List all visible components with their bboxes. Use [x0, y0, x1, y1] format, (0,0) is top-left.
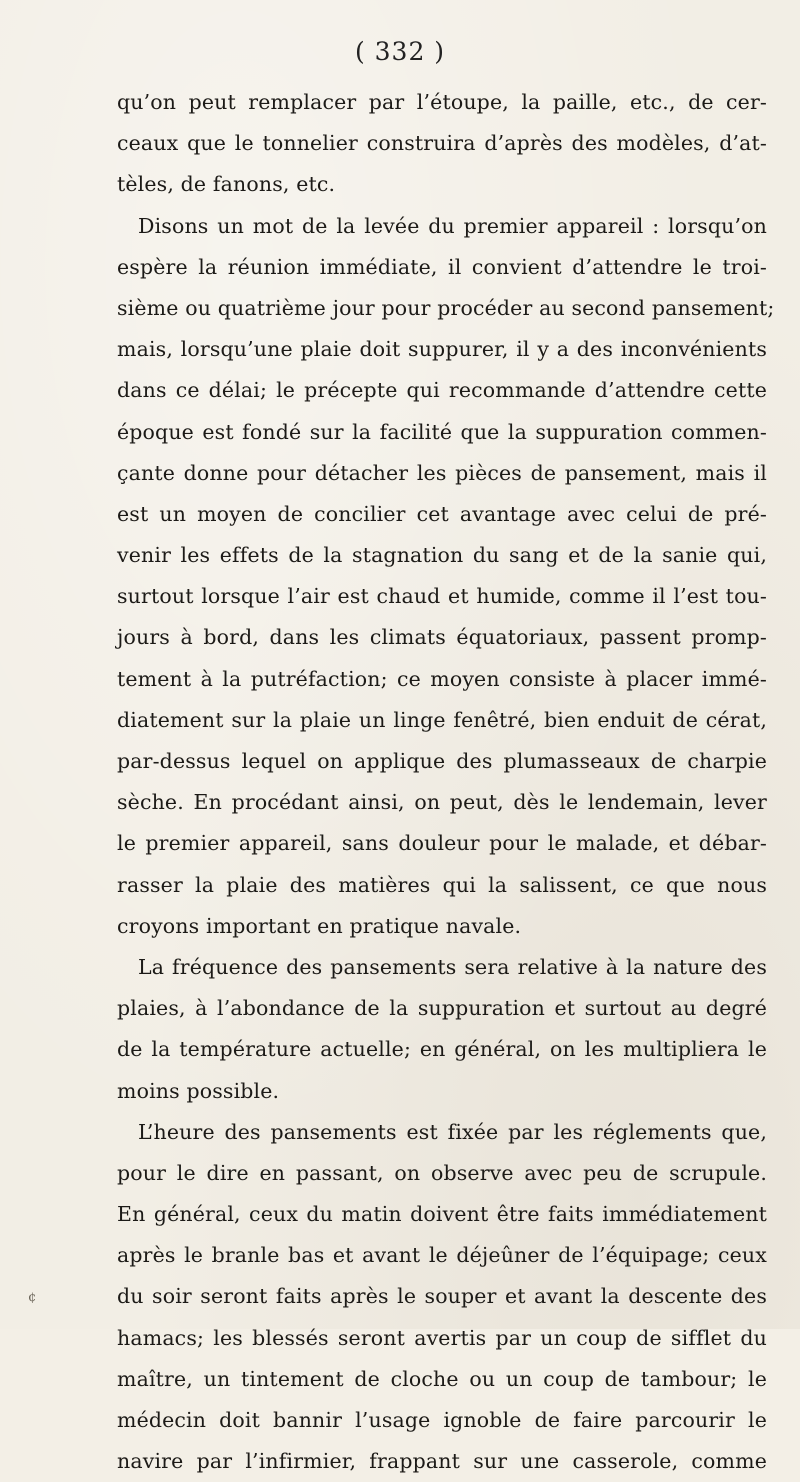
text-line: pour le dire en passant, on observe avec peu de scrupule. — [117, 1160, 767, 1185]
text-line: hamacs; les blessés seront avertis par un coup de sifflet du — [117, 1325, 767, 1350]
text-line: maître, un tintement de cloche ou un coup de tambour; le — [117, 1366, 767, 1391]
text-line: tement à la putréfaction; ce moyen consiste à placer immé- — [117, 666, 767, 691]
body-text — [117, 82, 775, 1482]
text-line: surtout lorsque l’air est chaud et humide, comme il l’est tou- — [117, 584, 767, 609]
text-line: espère la réunion immédiate, il convient d’attendre le troi- — [117, 254, 767, 279]
text-line: le premier appareil, sans douleur pour le malade, et débar- — [117, 831, 767, 856]
text-line: ceaux que le tonnelier construira d’après des modèles, d’at- — [117, 131, 767, 156]
text-line: mais, lorsqu’une plaie doit suppurer, il y a des inconvénients — [117, 337, 767, 362]
text-line: rasser la plaie des matières qui la salissent, ce que nous — [117, 872, 767, 897]
text-line: époque est fondé sur la facilité que la suppuration commen- — [117, 419, 767, 444]
text-line: tèles, de fanons, etc. — [117, 172, 336, 197]
text-line: de la température actuelle; en général, on les multipliera le — [117, 1037, 767, 1062]
text-line: En général, ceux du matin doivent être faits immédiatement — [117, 1202, 767, 1227]
page-number: ( 332 ) — [354, 37, 446, 66]
text-line: après le branle bas et avant le déjeûner de l’équipage; ceux — [117, 1243, 767, 1268]
text-line: du soir seront faits après le souper et avant la descente des — [117, 1284, 767, 1309]
margin-mark: ¢ — [28, 1290, 37, 1305]
text-line: médecin doit bannir l’usage ignoble de faire parcourir le — [117, 1408, 767, 1432]
text-line: diatement sur la plaie un linge fenêtré, bien enduit de cérat, — [117, 707, 767, 732]
text-line: jours à bord, dans les climats équatoriaux, passent promp- — [117, 625, 767, 650]
text-line: L’heure des pansements est fixée par les réglements que, — [138, 1119, 767, 1144]
text-line: moins possible. — [117, 1078, 280, 1103]
text-line: çante donne pour détacher les pièces de pansement, mais il — [117, 460, 767, 485]
text-line: Disons un mot de la levée du premier appareil : lorsqu’on — [138, 213, 767, 238]
text-line: La fréquence des pansements sera relative à la nature des — [138, 954, 767, 979]
text-line: navire par l’infirmier, frappant sur une casserole, comme — [117, 1449, 767, 1474]
text-line: par-dessus lequel on applique des plumasseaux de charpie — [117, 749, 767, 773]
text-line: dans ce délai; le précepte qui recommande d’attendre cette — [117, 378, 767, 403]
text-line: est un moyen de concilier cet avantage avec celui de pré- — [117, 501, 767, 526]
text-line: qu’on peut remplacer par l’étoupe, la paille, etc., de cer- — [117, 90, 767, 114]
text-line: croyons important en pratique navale. — [117, 913, 522, 938]
text-line: sième ou quatrième jour pour procéder au second pansement; — [117, 295, 775, 320]
text-line: venir les effets de la stagnation du sang et de la sanie qui, — [117, 543, 767, 568]
text-line: plaies, à l’abondance de la suppuration et surtout au degré — [117, 996, 767, 1021]
text-line: sèche. En procédant ainsi, on peut, dès le lendemain, lever — [117, 790, 767, 815]
